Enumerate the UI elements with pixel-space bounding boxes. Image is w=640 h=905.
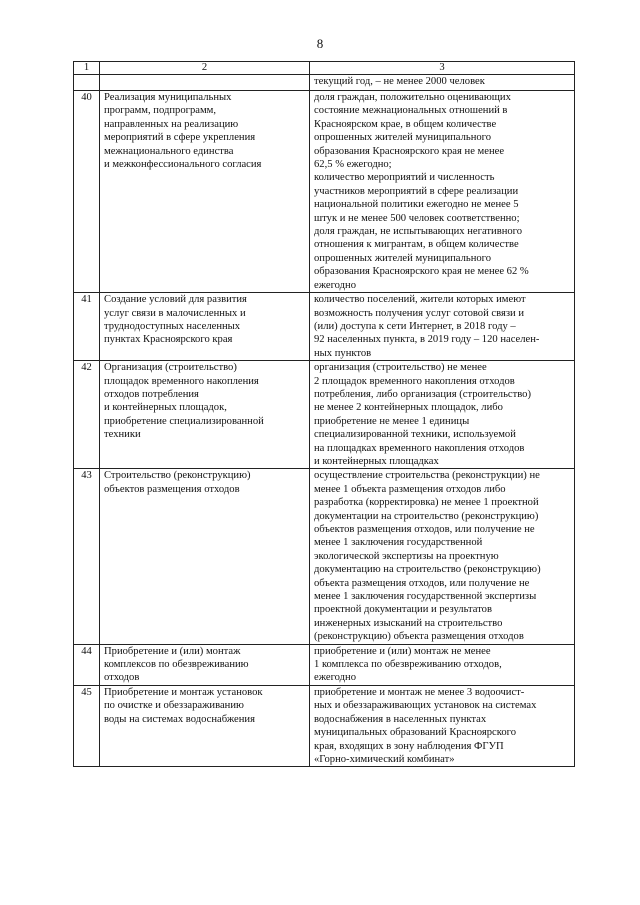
table-row: [74, 685, 575, 766]
row-number: 45: [74, 685, 100, 766]
row-number: 42: [74, 361, 100, 469]
continuation-num-cell: [74, 75, 100, 91]
row-number: 43: [74, 469, 100, 644]
row-number: 40: [74, 91, 100, 293]
measures-table: [73, 61, 575, 767]
measure-name: Приобретение и (или) монтаж комплексов по обезвреживанию отходов: [100, 644, 310, 685]
measure-indicator: организация (строительство) не менее 2 площадок временного накопления отходов потребления, либо организация (строительство) не менее 2 контейнерных площадок, либо приобретение не менее 1 единицы специализированной техники, используемой на площадках временного накопления отходов и контейнерных площадках: [310, 361, 575, 469]
continuation-name-cell: [100, 75, 310, 91]
measure-name: Создание условий для развития услуг связи в малочисленных и труднодоступных населенных пунктах Красноярского края: [100, 293, 310, 361]
measure-name: Организация (строительство) площадок временного накопления отходов потребления и контейнерных площадок, приобретение специализированной техники: [100, 361, 310, 469]
measure-indicator: количество поселений, жители которых имеют возможность получения услуг сотовой связи и (или) доступа к сети Интернет, в 2018 году – 92 населенных пункта, в 2019 году – 120 населен- ных пунктов: [310, 293, 575, 361]
measure-name: Приобретение и монтаж установок по очистке и обеззараживанию воды на системах водоснабжения: [100, 685, 310, 766]
column-header-3: 3: [310, 62, 575, 75]
continuation-text: текущий год, – не менее 2000 человек: [310, 75, 575, 91]
row-number: 44: [74, 644, 100, 685]
table-row: [74, 361, 575, 469]
row-number: 41: [74, 293, 100, 361]
column-header-1: 1: [74, 62, 100, 75]
measure-indicator: доля граждан, положительно оценивающих состояние межнациональных отношений в Красноярском крае, в общем количестве опрошенных жителей муниципального образования Красноярского края не менее 62,5 % ежегодно; количество мероприятий и численность участников мероприятий в сфере реализации национальной политики ежегодно не менее 5 штук и не менее 500 человек соответственно; доля граждан, не испытывающих негативного отношения к мигрантам, в общем количестве опрошенных жителей муниципального образования Красноярского края не менее 62 % ежегодно: [310, 91, 575, 293]
measure-name: Реализация муниципальных программ, подпрограмм, направленных на реализацию мероприятий в сфере укрепления межнационального единства и межконфессионального согласия: [100, 91, 310, 293]
measure-indicator: приобретение и монтаж не менее 3 водоочист- ных и обеззараживающих установок на системах водоснабжения в населенных пунктах муниципальных образований Красноярского края, входящих в зону наблюдения ФГУП «Горно-химический комбинат»: [310, 685, 575, 766]
page-number: 8: [316, 36, 324, 51]
measure-indicator: осуществление строительства (реконструкции) не менее 1 объекта размещения отходов либо разработка (корректировка) не менее 1 проектной документации на строительство (реконструкцию) объектов размещения отходов, или получение не менее 1 заключения государственной экологической экспертизы на проектную документацию на строительство (реконструкцию) объекта размещения отходов, или получение не менее 1 заключения государственной экспертизы проектной документации и результатов инженерных изысканий на строительство (реконструкцию) объекта размещения отходов: [310, 469, 575, 644]
table-row: [74, 644, 575, 685]
table-row: [74, 91, 575, 293]
measure-indicator: приобретение и (или) монтаж не менее 1 комплекса по обезвреживанию отходов, ежегодно: [310, 644, 575, 685]
column-header-2: 2: [100, 62, 310, 75]
table-row: [74, 293, 575, 361]
table-row: [74, 469, 575, 644]
header-row: [74, 62, 575, 75]
continuation-row: [74, 75, 575, 91]
measure-name: Строительство (реконструкцию) объектов размещения отходов: [100, 469, 310, 644]
